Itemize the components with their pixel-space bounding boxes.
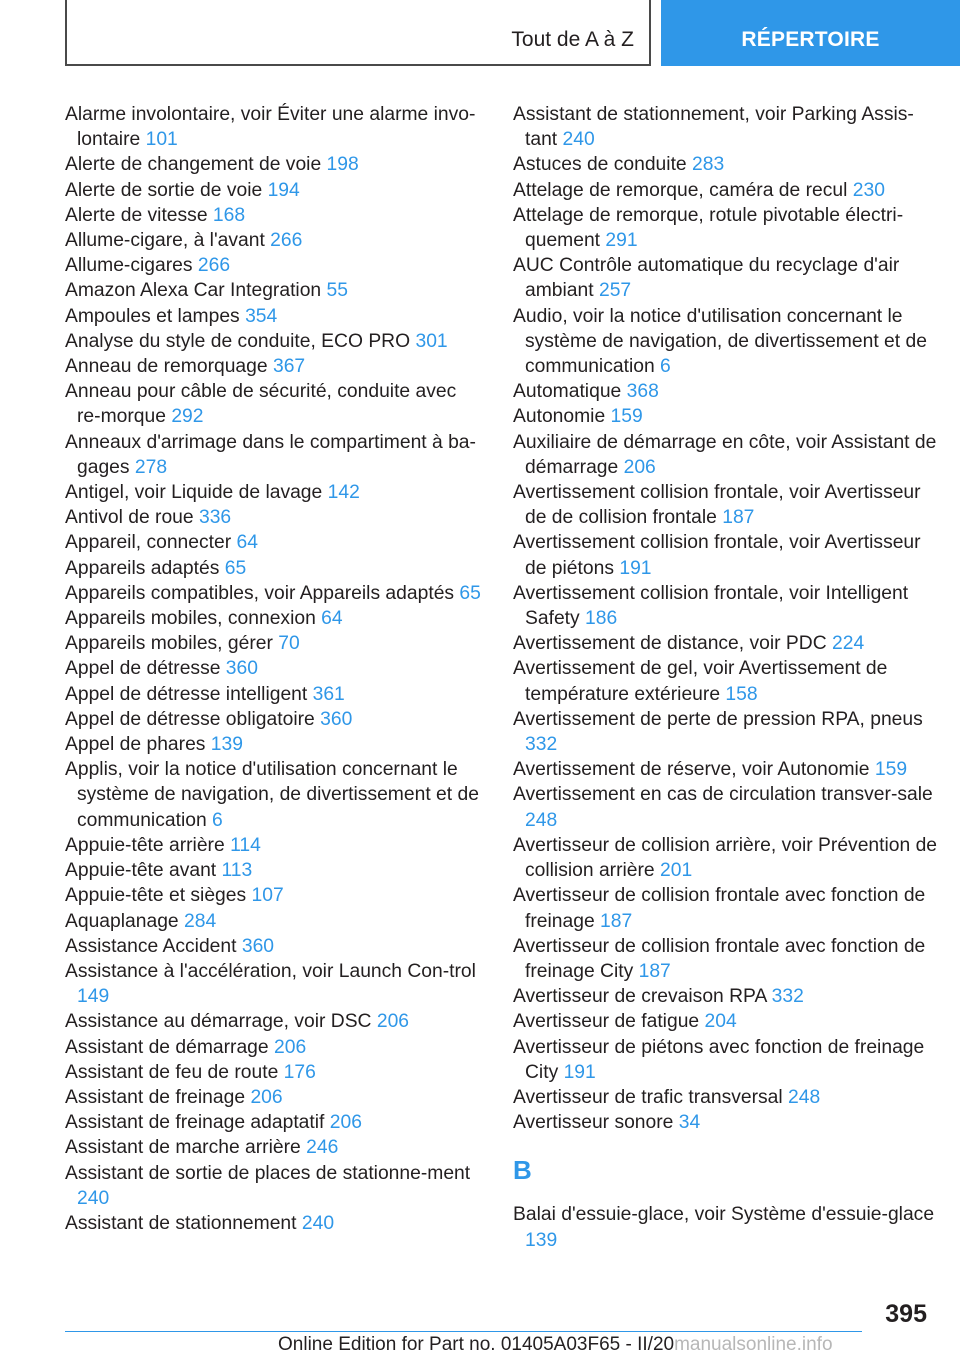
page-link[interactable]: 64 [236, 532, 258, 554]
page-link[interactable]: 204 [704, 1011, 737, 1033]
index-entry [513, 102, 943, 152]
index-entry [65, 909, 483, 934]
index-entry [65, 430, 483, 480]
entry-text: Avertissement de réserve, voir Autonomie [513, 759, 870, 781]
entry-text: Allume-cigare, à l'avant [65, 230, 265, 252]
page-link[interactable]: 332 [771, 986, 804, 1008]
entry-text: Applis, voir la notice d'utilisation concernant le système de navigation, de divertissement et de communication [65, 759, 479, 831]
entry-text: Antivol de roue [65, 507, 194, 529]
index-entry [65, 278, 483, 303]
index-entry [65, 203, 483, 228]
entry-text: Auxiliaire de démarrage en côte, voir Assistant de démarrage [513, 431, 937, 478]
entry-text: Avertisseur de collision frontale avec fonction de freinage City [513, 935, 926, 982]
page-link[interactable]: 65 [224, 557, 247, 579]
index-entry [65, 732, 483, 757]
page-link[interactable]: 246 [306, 1137, 339, 1159]
page-link[interactable]: 301 [415, 330, 448, 352]
page-link[interactable]: 191 [563, 1061, 596, 1083]
page-link[interactable]: 230 [852, 179, 885, 201]
index-entry [513, 1035, 943, 1085]
entry-text: Appuie-tête arrière [65, 834, 225, 856]
index-entry [65, 253, 483, 278]
index-entry [65, 606, 483, 631]
footer-divider [65, 1331, 862, 1332]
index-entry [513, 984, 943, 1009]
index-entry [513, 1110, 943, 1135]
entry-text: Assistant de feu de route [65, 1061, 279, 1083]
page-link[interactable]: 158 [725, 683, 758, 705]
index-column-left [65, 102, 483, 1236]
page-link[interactable]: 198 [326, 154, 359, 176]
page-link[interactable]: 206 [274, 1036, 307, 1058]
index-entry [65, 631, 483, 656]
index-entry [513, 1085, 943, 1110]
index-entry [65, 1060, 483, 1085]
entry-text: Assistance à l'accélération, voir Launch Con-trol [65, 960, 476, 982]
page-link[interactable]: 291 [605, 230, 638, 252]
entry-text: Alerte de changement de voie [65, 154, 322, 176]
index-entry [513, 379, 943, 404]
entry-text: Avertisseur de collision frontale avec fonction de freinage [513, 885, 926, 932]
index-entry [513, 253, 943, 303]
page-link[interactable]: 6 [660, 356, 671, 378]
index-entry [65, 228, 483, 253]
entry-text: Alerte de sortie de voie [65, 179, 263, 201]
entry-text: Assistant de marche arrière [65, 1137, 301, 1159]
entry-text: Assistant de freinage [65, 1086, 246, 1108]
index-entry [513, 1202, 943, 1252]
index-entry [65, 656, 483, 681]
page-link[interactable]: 278 [134, 456, 168, 478]
entry-text: Avertissement collision frontale, voir Avertisseur de piétons [513, 532, 921, 579]
entry-text: Allume-cigares [65, 255, 193, 277]
index-entry [65, 959, 483, 1009]
entry-text: Alarme involontaire, voir Éviter une alarme invo-lontaire [65, 104, 476, 151]
index-entry [513, 656, 943, 706]
entry-text: Antigel, voir Liquide de lavage [65, 482, 323, 504]
entry-text: Appel de détresse [65, 658, 221, 680]
index-entry [65, 581, 483, 606]
entry-text: Anneau pour câble de sécurité, conduite avec re-morque [65, 381, 457, 428]
page-link[interactable]: 240 [562, 129, 595, 151]
index-entry [65, 329, 483, 354]
page-link[interactable]: 292 [171, 406, 204, 428]
page-link[interactable]: 187 [638, 960, 671, 982]
page-link[interactable]: 6 [212, 809, 223, 831]
index-entry [513, 152, 943, 177]
page-link[interactable]: 65 [459, 582, 481, 604]
entry-text: Avertisseur de crevaison RPA [513, 986, 767, 1008]
page-link[interactable]: 360 [225, 658, 258, 680]
page-link[interactable]: 187 [600, 910, 633, 932]
entry-text: Appareils mobiles, connexion [65, 608, 316, 630]
entry-text: Avertissement collision frontale, voir Avertisseur de de collision frontale [513, 482, 921, 529]
page-link[interactable]: 248 [788, 1086, 821, 1108]
section-heading-b: B [513, 1155, 532, 1186]
index-entry [65, 480, 483, 505]
entry-text: Assistant de stationnement, voir Parking Assis-tant [513, 104, 914, 151]
entry-text: Assistance Accident [65, 935, 237, 957]
index-entry [65, 1211, 483, 1236]
index-entry [513, 530, 943, 580]
page-link[interactable]: 114 [230, 834, 261, 856]
entry-text: Avertisseur de trafic transversal [513, 1086, 783, 1108]
index-entry [65, 354, 483, 379]
index-entry [65, 102, 483, 152]
entry-text: Appel de phares [65, 734, 206, 756]
index-entry [65, 858, 483, 883]
page-link[interactable]: 336 [198, 507, 232, 529]
page-link[interactable]: 70 [278, 633, 300, 655]
page-link[interactable]: 332 [525, 734, 558, 756]
entry-text: Avertisseur sonore [513, 1112, 674, 1134]
page-link[interactable]: 139 [210, 734, 243, 756]
entry-text: AUC Contrôle automatique du recyclage d'air ambiant [513, 255, 900, 302]
page-link[interactable]: 168 [212, 204, 246, 226]
page-link[interactable]: 368 [626, 381, 659, 403]
page-number: 395 [885, 1300, 927, 1328]
page-link[interactable]: 206 [623, 456, 656, 478]
entry-text: Appuie-tête avant [65, 860, 217, 882]
page-link[interactable]: 240 [301, 1212, 335, 1234]
index-entry [65, 152, 483, 177]
index-entry [513, 833, 943, 883]
entry-text: Appel de détresse obligatoire [65, 708, 315, 730]
index-entry [513, 304, 943, 380]
index-entry [65, 530, 483, 555]
entry-text: Assistance au démarrage, voir DSC [65, 1011, 372, 1033]
entry-text: Anneaux d'arrimage dans le compartiment à ba-gages [65, 431, 476, 478]
page-link[interactable]: 186 [585, 608, 618, 630]
page-link[interactable]: 139 [525, 1229, 558, 1251]
page-link[interactable]: 354 [245, 305, 278, 327]
page-link[interactable]: 360 [241, 935, 275, 957]
page-link[interactable]: 257 [598, 280, 632, 302]
entry-text: Astuces de conduite [513, 154, 687, 176]
header-frame-left [65, 0, 67, 66]
index-entry [513, 430, 943, 480]
index-entry [513, 581, 943, 631]
page-link[interactable]: 224 [832, 633, 865, 655]
page-link[interactable]: 159 [874, 759, 908, 781]
entry-text: Attelage de remorque, caméra de recul [513, 179, 848, 201]
entry-text: Appareil, connecter [65, 532, 232, 554]
index-entry [65, 1035, 483, 1060]
index-entry [513, 404, 943, 429]
page-link[interactable]: 360 [320, 708, 353, 730]
page-link[interactable]: 176 [283, 1061, 316, 1083]
page-link[interactable]: 159 [610, 406, 643, 428]
footer-edition [278, 1334, 833, 1356]
index-entry [65, 379, 483, 429]
entry-text: Amazon Alexa Car Integration [65, 280, 322, 302]
index-entry [65, 556, 483, 581]
entry-text: Analyse du style de conduite, ECO PRO [65, 330, 411, 352]
index-entry [65, 304, 483, 329]
entry-text: Appel de détresse intelligent [65, 683, 308, 705]
entry-text: Ampoules et lampes [65, 305, 240, 327]
entry-text: Audio, voir la notice d'utilisation concernant le système de navigation, de divertissement et de communication [513, 305, 927, 378]
page-link[interactable]: 64 [321, 608, 343, 630]
page-link[interactable]: 266 [197, 255, 231, 277]
page-link[interactable]: 55 [326, 280, 348, 302]
page-link[interactable]: 201 [660, 860, 693, 882]
entry-text: Attelage de remorque, rotule pivotable électri-quement [513, 204, 904, 252]
index-entry [65, 833, 483, 858]
tab-tout-de-a-a-z[interactable]: Tout de A à Z [511, 28, 634, 51]
entry-text: Autonomie [513, 406, 606, 428]
index-entry [65, 757, 483, 833]
index-entry [513, 883, 943, 933]
index-entry [65, 1135, 483, 1160]
page-link[interactable]: 284 [184, 910, 217, 932]
index-entry [513, 631, 943, 656]
edition-text: Online Edition for Part no. 01405A03F65 - II/20 [278, 1334, 675, 1355]
entry-text: Assistant de stationnement [65, 1212, 297, 1234]
entry-text: Appareils adaptés [65, 557, 220, 579]
entry-text: Appuie-tête et sièges [65, 885, 247, 907]
entry-text: Avertissement de perte de pression RPA, pneus [513, 708, 923, 730]
entry-text: Appareils compatibles, voir Appareils adaptés [65, 582, 455, 604]
page-link[interactable]: 187 [722, 507, 755, 529]
entry-text: Avertissement de gel, voir Avertissement de température extérieure [513, 658, 888, 705]
page-link[interactable]: 206 [250, 1086, 283, 1108]
entry-text: Avertissement de distance, voir PDC [513, 633, 827, 655]
entry-text: Anneau de remorquage [65, 356, 268, 378]
page-link[interactable]: 240 [77, 1187, 110, 1209]
watermark: manualsonline.info [674, 1334, 833, 1355]
index-column-right [513, 102, 943, 1253]
page-link[interactable]: 142 [327, 482, 360, 504]
page-link[interactable]: 266 [270, 230, 303, 252]
index-entry [513, 707, 943, 757]
entry-text: Assistant de démarrage [65, 1036, 269, 1058]
page-link[interactable]: 194 [267, 179, 300, 201]
index-entry [65, 707, 483, 732]
index-entry [65, 682, 483, 707]
page-link[interactable]: 149 [77, 986, 110, 1008]
entry-text: Appareils mobiles, gérer [65, 633, 273, 655]
index-entry [513, 934, 943, 984]
entry-text: Avertisseur de fatigue [513, 1011, 700, 1033]
page-link[interactable]: 113 [221, 860, 253, 882]
entry-text: Avertissement collision frontale, voir Intelligent Safety [513, 582, 909, 630]
index-entry [513, 782, 943, 832]
index-entry [65, 1085, 483, 1110]
entry-text: Assistant de sortie de places de stationne-ment [65, 1162, 471, 1184]
index-entry [65, 883, 483, 908]
page-link[interactable]: 248 [525, 809, 558, 831]
entry-text: Aquaplanage [65, 910, 179, 932]
entry-text: Balai d'essuie-glace, voir Système d'essuie-glace [513, 1204, 935, 1226]
entry-text: Automatique [513, 381, 622, 403]
page-link[interactable]: 206 [376, 1011, 410, 1033]
index-entry [65, 1161, 483, 1211]
page-link[interactable]: 34 [678, 1112, 701, 1134]
header-frame-bottom [65, 64, 651, 66]
entry-text: Avertisseur de piétons avec fonction de freinage City [513, 1036, 925, 1083]
page-link[interactable]: 101 [145, 129, 178, 151]
index-entry [65, 178, 483, 203]
header-frame-right [649, 0, 651, 66]
tab-repertoire[interactable]: RÉPERTOIRE [661, 0, 960, 66]
entry-text: Alerte de vitesse [65, 204, 208, 226]
entry-text: Avertisseur de collision arrière, voir Prévention de collision arrière [513, 834, 938, 882]
entry-text: Avertissement en cas de circulation transver-sale [513, 784, 933, 806]
index-entry [65, 1009, 483, 1034]
page-link[interactable]: 361 [312, 683, 345, 705]
index-entry [513, 1009, 943, 1034]
page-link[interactable]: 191 [619, 557, 652, 579]
page-link[interactable]: 107 [251, 885, 284, 907]
index-entry [65, 1110, 483, 1135]
index-entry [65, 505, 483, 530]
entry-text: Assistant de freinage adaptatif [65, 1112, 325, 1134]
page-link[interactable]: 206 [329, 1112, 362, 1134]
index-entry [513, 757, 943, 782]
page-link[interactable]: 283 [692, 154, 725, 176]
index-entry [513, 203, 943, 253]
index-entry [65, 934, 483, 959]
index-entry [513, 178, 943, 203]
index-entry [513, 480, 943, 530]
page-link[interactable]: 367 [272, 356, 306, 378]
